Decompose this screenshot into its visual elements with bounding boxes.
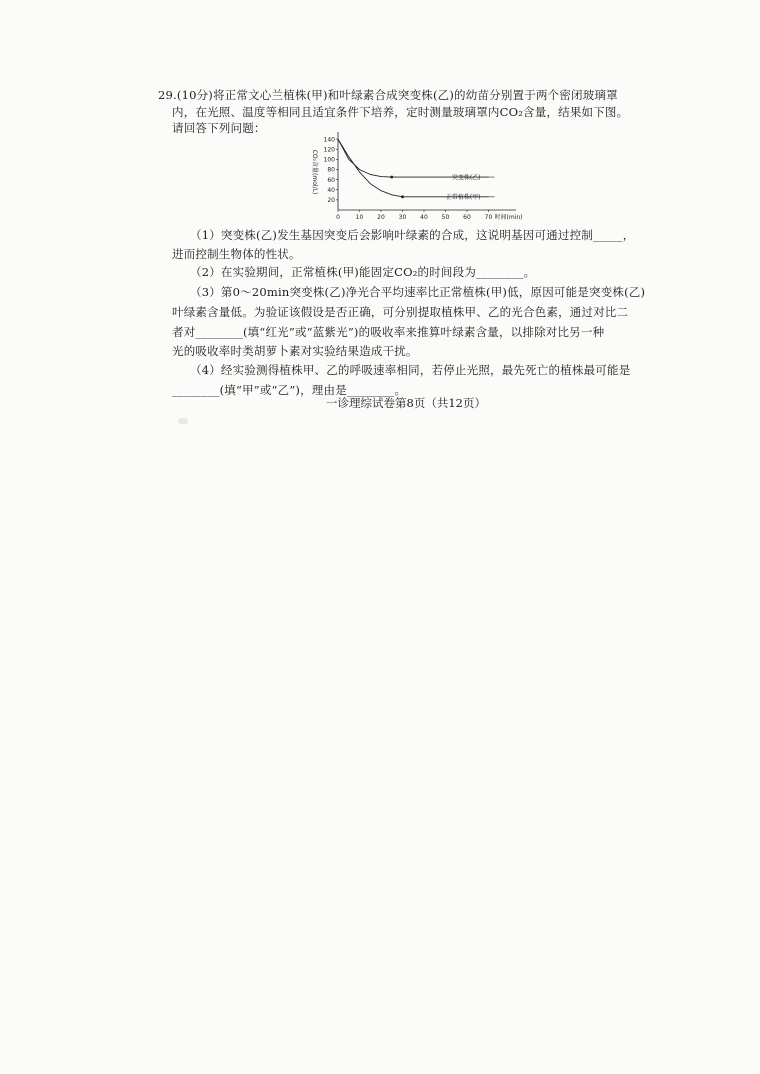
x-axis-label: 时间(min) [494, 214, 523, 221]
y-tick-label: 140 [323, 136, 335, 144]
y-tick-label: 100 [323, 156, 335, 164]
series-point-2 [401, 195, 404, 198]
sub-question-2: （2）在实验期间，正常植株(甲)能固定CO₂的时间段为________。 [190, 265, 536, 279]
x-tick-label: 10 [355, 214, 364, 221]
question-intro-line-3: 请回答下列问题： [172, 121, 266, 135]
series-line-2 [338, 139, 489, 197]
co2-line-chart [300, 128, 530, 224]
series-label-1: 突变株(乙) [451, 174, 481, 182]
x-tick-label: 70 [484, 214, 493, 221]
sub-question-3-line-1: （3）第0～20min突变株(乙)净光合平均速率比正常植株(甲)低，原因可能是突变株(乙) [190, 285, 646, 299]
x-tick-label: 0 [336, 214, 340, 221]
chart-axes [338, 132, 516, 210]
series-point-1 [390, 176, 393, 179]
y-tick-label: 40 [327, 186, 335, 194]
question-intro-line-2: 内，在光照、温度等相同且适宜条件下培养，定时测量玻璃罩内CO₂含量，结果如下图。 [172, 105, 629, 119]
y-tick-label: 120 [323, 146, 335, 154]
series-label-2: 正常植株(甲) [445, 194, 481, 202]
page-footer: 一诊理综试卷第8页（共12页） [326, 396, 486, 410]
y-tick-label: 20 [327, 197, 335, 205]
y-tick-label: 60 [327, 176, 335, 184]
sub-question-1-line-1: （1）突变株(乙)发生基因突变后会影响叶绿素的合成，这说明基因可通过控制_____， [190, 228, 635, 242]
sub-question-3-line-3: 者对________(填“红光”或“蓝紫光”)的吸收率来推算叶绿素含量，以排除对比另一种 [172, 325, 605, 339]
sub-question-4-line-1: （4）经实验测得植株甲、乙的呼吸速率相同，若停止光照，最先死亡的植株最可能是 [190, 363, 631, 377]
question-intro-line-1: 29.(10分)将正常文心兰植株(甲)和叶绿素合成突变株(乙)的幼苗分别置于两个密闭玻璃罩 [158, 88, 618, 102]
sub-question-4-line-2: ________(填“甲”或“乙”)，理由是________。 [172, 383, 407, 397]
scan-speck [178, 418, 188, 424]
y-tick-label: 80 [327, 166, 335, 174]
series-line-1 [338, 139, 489, 177]
x-tick-label: 30 [398, 214, 407, 221]
sub-question-3-line-2: 叶绿素含量低。为验证该假设是否正确，可分别提取植株甲、乙的光合色素，通过对比二 [172, 305, 629, 319]
y-axis-label: CO₂含量(mol/L) [311, 149, 318, 195]
x-tick-label: 60 [463, 214, 471, 221]
x-tick-label: 50 [441, 214, 450, 221]
x-tick-label: 20 [377, 214, 385, 221]
sub-question-3-line-4: 光的吸收率时类胡萝卜素对实验结果造成干扰。 [172, 344, 418, 358]
chart-series [338, 139, 495, 198]
x-tick-label: 40 [420, 214, 428, 221]
sub-question-1-line-2: 进而控制生物体的性状。 [172, 247, 301, 261]
